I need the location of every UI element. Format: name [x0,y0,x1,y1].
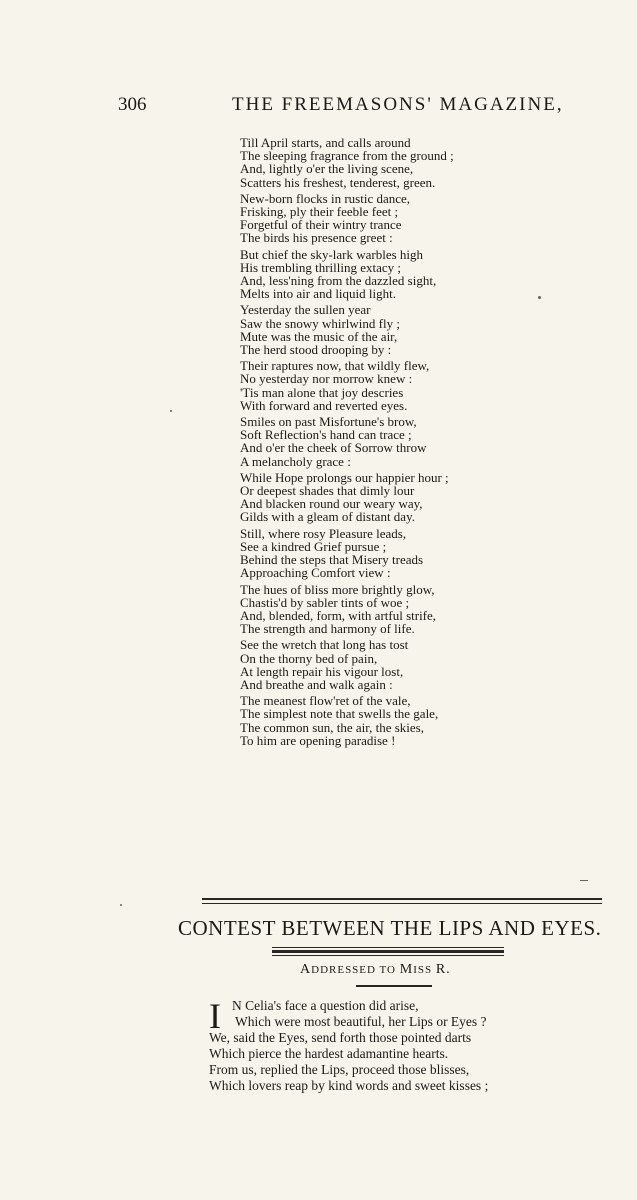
poem-line: N Celia's face a question did arise, [232,998,419,1013]
title-ornament-rule [272,947,504,948]
poem-line: A melancholy grace : [240,453,351,469]
stanza [240,359,500,412]
dedication-smallcaps: DDRESSED TO [311,964,400,976]
dedication-initial: A [300,962,312,977]
ink-speck [120,904,122,906]
stanza [240,192,500,245]
poem-line: See a kindred Grief pursue ; [240,538,387,554]
poem-line: Frisking, ply their feeble feet ; [240,204,399,220]
poem-line: New-born flocks in rustic dance, [240,190,411,206]
poem-line: Soft Reflection's hand can trace ; [240,427,412,443]
poem [240,136,500,750]
poem-line: Forgetful of their wintry trance [240,217,402,233]
poem-line: And, lightly o'er the living scene, [240,161,414,177]
poem-line: Which were most beautiful, her Lips or Eyes ? [235,1014,487,1029]
poem-line: Saw the snowy whirlwind fly ; [240,315,400,331]
poem-line: We, said the Eyes, send forth those pointed darts [209,1030,472,1045]
poem-line: The birds his presence greet : [240,230,393,246]
poem-line: Yesterday the sullen year [240,302,371,318]
poem-line: Mute was the music of the air, [240,328,398,344]
poem-line: Melts into air and liquid light. [240,286,396,302]
page-number: 306 [118,94,147,115]
poem-line: The herd stood drooping by : [240,342,392,358]
poem-line: With forward and reverted eyes. [240,397,408,413]
poem-line: See the wretch that long has tost [240,637,409,653]
poem-line: And o'er the cheek of Sorrow throw [240,440,427,456]
poem-line: Till April starts, and calls around [240,135,411,150]
title-ornament-rule [272,950,504,953]
poem-line: But chief the sky-lark warbles high [240,246,424,262]
poem-line: Chastis'd by sabler tints of woe ; [240,594,410,610]
poem-line: And, blended, form, with artful strife, [240,607,437,623]
dedication-smallcaps-2: ISS [413,964,436,976]
stanza [240,415,500,468]
poem-line: And breathe and walk again : [240,676,393,692]
poem-line: The meanest flow'ret of the vale, [240,693,411,709]
stanza [240,303,500,356]
page-header [0,94,637,124]
poem-line: At length repair his vigour lost, [240,663,404,679]
section-divider [202,898,602,900]
stanza [240,248,500,301]
title-ornament-rule [272,955,504,956]
poem-line: Gilds with a gleam of distant day. [240,509,415,525]
section-divider-thin [202,903,602,904]
poem-line: His trembling thrilling extacy ; [240,259,402,275]
poem-line: Approaching Comfort view : [240,565,391,581]
poem-line: Behind the steps that Misery treads [240,552,424,568]
dedication-initial-2: M [399,962,414,977]
second-poem [209,998,629,1094]
dedication-line [300,962,451,978]
running-title: THE FREEMASONS' MAGAZINE, [232,94,564,115]
poem-line: To him are opening paradise ! [240,732,396,748]
poem-line: 'Tis man alone that joy descries [240,384,404,400]
poem-line: No yesterday nor morrow knew : [240,371,413,387]
poem-line: Still, where rosy Pleasure leads, [240,525,407,541]
poem-line: The hues of bliss more brightly glow, [240,581,435,597]
poem-line: And, less'ning from the dazzled sight, [240,273,437,289]
stanza [240,471,500,524]
section-title: CONTEST BETWEEN THE LIPS AND EYES. [178,916,602,940]
dedication-ornament-rule [356,985,432,987]
poem-line: Smiles on past Misfortune's brow, [240,414,417,430]
stanza [240,136,500,189]
dedication-name: R. [435,962,451,977]
poem-line: The sleeping fragrance from the ground ; [240,148,454,164]
poem-line: Which pierce the hardest adamantine hearts. [209,1046,449,1061]
ink-speck [170,410,172,412]
poem-line: The simplest note that swells the gale, [240,706,439,722]
stanza [240,583,500,636]
poem-line: Scatters his freshest, tenderest, green. [240,174,436,190]
ink-speck [538,296,541,299]
poem-line: Their raptures now, that wildly flew, [240,358,430,374]
poem-line: Which lovers reap by kind words and sweet kisses ; [209,1078,489,1093]
ink-speck [580,880,588,881]
poem-line: The common sun, the air, the skies, [240,719,424,735]
stanza [240,527,500,580]
poem-line: From us, replied the Lips, proceed those blisses, [209,1062,470,1077]
poem-line: While Hope prolongs our happier hour ; [240,469,449,485]
drop-cap: I [209,996,221,1036]
poem-line: On the thorny bed of pain, [240,650,378,666]
stanza [240,638,500,691]
poem-line: Or deepest shades that dimly lour [240,483,415,499]
poem-line: And blacken round our weary way, [240,496,423,512]
stanza [240,694,500,747]
poem-line: The strength and harmony of life. [240,621,415,637]
